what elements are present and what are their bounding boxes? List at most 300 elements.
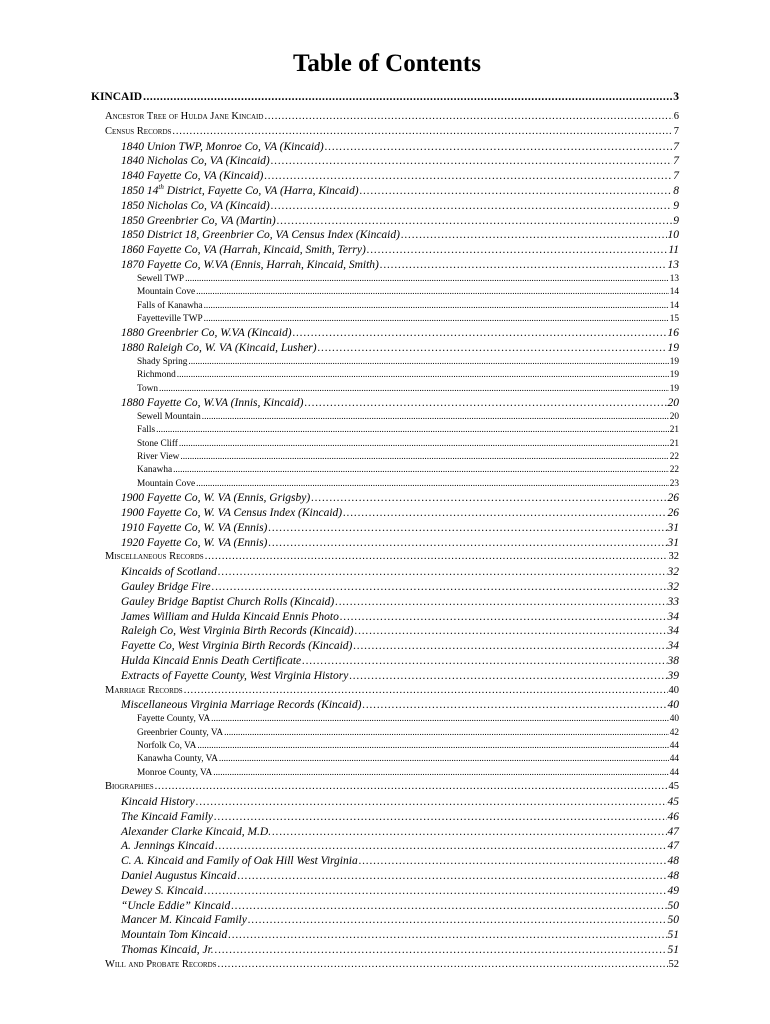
toc-entry-page-number: 26 <box>667 492 679 505</box>
dot-leader <box>248 913 667 928</box>
toc-entry[interactable] <box>91 780 679 795</box>
toc-entry-title <box>121 199 270 214</box>
toc-entry-text: “Uncle Eddie” Kincaid <box>121 899 231 912</box>
toc-entry-text: Daniel Augustus Kincaid <box>121 869 237 882</box>
dot-leader <box>218 565 667 580</box>
toc-entry[interactable] <box>91 684 679 699</box>
dot-leader <box>202 411 669 424</box>
toc-entry-text: River View <box>137 452 180 463</box>
toc-entry-page-number: 46 <box>667 810 679 823</box>
dot-leader <box>196 795 667 810</box>
toc-entry[interactable] <box>91 341 679 356</box>
toc-entry-page-number: 19 <box>669 356 679 367</box>
toc-entry[interactable] <box>91 424 679 437</box>
toc-entry-page-number: 50 <box>667 914 679 927</box>
dot-leader <box>271 154 673 169</box>
toc-entry-text: Fayette Co, West Virginia Birth Records (Kincaid) <box>121 640 353 653</box>
dot-leader <box>156 424 669 437</box>
toc-entry-text: C. A. Kincaid and Family of Oak Hill West Virginia <box>121 855 358 868</box>
toc-entry-page-number: 22 <box>669 465 679 476</box>
toc-entry-title <box>137 313 203 326</box>
dot-leader <box>196 478 669 491</box>
toc-entry[interactable] <box>91 825 679 840</box>
toc-entry-text: Stone Cliff <box>137 438 178 449</box>
toc-entry-text: Dewey S. Kincaid <box>121 884 204 897</box>
dot-leader <box>268 521 666 536</box>
dot-leader <box>271 199 673 214</box>
toc-entry-page-number: 8 <box>673 184 679 197</box>
toc-entry-text: Fayette County, VA <box>137 714 211 725</box>
dot-leader <box>143 84 672 110</box>
toc-entry-title <box>121 899 230 914</box>
toc-entry-title <box>137 727 223 740</box>
toc-entry-page-number: 14 <box>669 287 679 298</box>
dot-leader <box>179 438 669 451</box>
toc-entry[interactable] <box>91 199 679 214</box>
toc-entry-text: Richmond <box>137 370 176 381</box>
toc-entry-page-number: 40 <box>669 714 679 725</box>
dot-leader <box>188 356 668 369</box>
toc-entry-text: Kincaids of Scotland <box>121 566 217 579</box>
dot-leader <box>184 684 668 699</box>
dot-leader <box>214 810 667 825</box>
toc-entry-page-number: 19 <box>667 342 679 355</box>
dot-leader <box>359 854 667 869</box>
toc-entry[interactable] <box>91 313 679 326</box>
toc-entry-title <box>121 654 301 669</box>
toc-entry-text: Census Records <box>105 125 172 137</box>
toc-entry[interactable] <box>91 258 679 273</box>
toc-entry[interactable] <box>91 595 679 610</box>
toc-entry[interactable] <box>91 243 679 258</box>
toc-entry-text: The Kincaid Family <box>121 810 213 823</box>
toc-entry-title <box>137 369 176 382</box>
dot-leader <box>215 943 667 958</box>
dot-leader <box>204 300 669 313</box>
toc-entry-title <box>121 184 359 199</box>
toc-entry-title <box>105 684 183 699</box>
toc-entry[interactable] <box>91 451 679 464</box>
toc-entry-title <box>121 825 271 840</box>
dot-leader <box>367 243 668 258</box>
toc-entry[interactable] <box>91 713 679 726</box>
toc-entry-page-number: 20 <box>669 411 679 422</box>
toc-entry-title <box>121 854 358 869</box>
toc-entry-page-number: 34 <box>667 640 679 653</box>
toc-entry[interactable] <box>91 300 679 313</box>
toc-entry-text: 1850 Nicholas Co, VA (Kincaid) <box>121 199 270 212</box>
toc-entry[interactable] <box>91 84 679 110</box>
toc-entry-text: Gauley Bridge Fire <box>121 581 211 594</box>
toc-entry-title <box>121 506 342 521</box>
toc-entry-page-number: 7 <box>673 155 679 168</box>
dot-leader <box>353 639 666 654</box>
toc-entry-page-number: 44 <box>669 740 679 751</box>
toc-entry-title <box>105 958 217 973</box>
dot-leader <box>362 698 666 713</box>
toc-entry-text: Biographies <box>105 781 154 793</box>
dot-leader <box>325 140 673 155</box>
toc-entry-text: James William and Hulda Kincaid Ennis Photo <box>121 610 339 623</box>
toc-entry-page-number: 47 <box>667 840 679 853</box>
toc-entry-title <box>121 214 276 229</box>
toc-entry[interactable] <box>91 639 679 654</box>
toc-entry-text: Greenbrier County, VA <box>137 727 224 738</box>
toc-entry[interactable] <box>91 753 679 766</box>
toc-entry-title <box>121 491 310 506</box>
toc-entry[interactable] <box>91 438 679 451</box>
toc-entry[interactable] <box>91 580 679 595</box>
toc-entry-title <box>137 424 155 437</box>
toc-entry-title <box>121 839 214 854</box>
dot-leader <box>277 214 673 229</box>
toc-entry-text: 1900 Fayette Co, W. VA (Ennis, Grigsby) <box>121 492 311 505</box>
toc-entry-page-number: 51 <box>667 943 679 956</box>
toc-entry-page-number: 10 <box>667 229 679 242</box>
toc-entry-title <box>121 536 267 551</box>
dot-leader <box>173 464 669 477</box>
toc-entry-text: 1880 Fayette Co, W.VA (Innis, Kincaid) <box>121 397 304 410</box>
toc-entry-page-number: 15 <box>669 313 679 324</box>
toc-entry-text: Mountain Tom Kincaid <box>121 929 228 942</box>
toc-entry-title <box>105 550 204 565</box>
toc-entry-title <box>121 669 348 684</box>
dot-leader <box>268 536 666 551</box>
toc-entry[interactable] <box>91 491 679 506</box>
toc-entry-title <box>121 943 214 958</box>
dot-leader <box>224 727 669 740</box>
toc-entry-text: Kanawha County, VA <box>137 754 218 765</box>
toc-entry-text: Marriage Records <box>105 684 183 696</box>
toc-entry-text: Kanawha <box>137 465 173 476</box>
toc-entry-page-number: 48 <box>667 869 679 882</box>
toc-entry-page-number: 44 <box>669 754 679 765</box>
toc-entry-title <box>137 300 203 313</box>
dot-leader <box>401 228 667 243</box>
dot-leader <box>196 286 669 299</box>
dot-leader <box>204 884 666 899</box>
toc-entry-title <box>121 884 203 899</box>
toc-entry-text: Gauley Bridge Baptist Church Rolls (Kincaid) <box>121 595 335 608</box>
toc-entry[interactable] <box>91 184 679 199</box>
toc-entry-text: Norfolk Co, VA <box>137 740 197 751</box>
toc-entry-page-number: 31 <box>667 536 679 549</box>
toc-entry-title <box>121 326 292 341</box>
toc-entry-superscript: th <box>158 183 164 192</box>
dot-leader <box>272 825 666 840</box>
toc-entry[interactable] <box>91 110 679 125</box>
dot-leader <box>205 550 668 565</box>
toc-entry-title <box>121 243 366 258</box>
toc-entry-title <box>121 698 361 713</box>
toc-entry-text: Sewell Mountain <box>137 411 201 422</box>
toc-entry[interactable] <box>91 228 679 243</box>
toc-entry[interactable] <box>91 356 679 369</box>
toc-entry-title <box>137 464 172 477</box>
toc-entry-page-number: 32 <box>667 581 679 594</box>
dot-leader <box>213 767 668 780</box>
toc-entry[interactable] <box>91 536 679 551</box>
toc-entry-text: Mancer M. Kincaid Family <box>121 914 247 927</box>
dot-leader <box>159 383 669 396</box>
dot-leader <box>219 753 669 766</box>
toc-entry-title <box>105 125 171 140</box>
dot-leader <box>180 451 668 464</box>
toc-entry-page-number: 20 <box>667 397 679 410</box>
toc-entry-text: 1850 District 18, Greenbrier Co, VA Census Index (Kincaid) <box>121 229 400 242</box>
toc-entry[interactable] <box>91 550 679 565</box>
dot-leader <box>155 780 668 795</box>
toc-entry-text-rest: District, Fayette Co, VA (Harra, Kincaid) <box>163 184 359 197</box>
dot-leader <box>293 326 667 341</box>
toc-entry-text: KINCAID <box>91 91 143 103</box>
toc-entry-text: 1840 Nicholas Co, VA (Kincaid) <box>121 155 270 168</box>
toc-entry-title <box>121 795 195 810</box>
toc-entry-title <box>121 228 400 243</box>
toc-entry-page-number: 42 <box>669 727 679 738</box>
toc-entry[interactable] <box>91 654 679 669</box>
toc-entry-title <box>137 753 218 766</box>
toc-entry[interactable] <box>91 884 679 899</box>
toc-entry-title <box>105 110 263 125</box>
dot-leader <box>197 740 668 753</box>
toc-entry-title <box>137 478 195 491</box>
dot-leader <box>343 506 666 521</box>
toc-entry-title <box>121 341 317 356</box>
toc-entry-page-number: 26 <box>667 507 679 520</box>
toc-entry-page-number: 52 <box>668 958 679 970</box>
toc-entry[interactable] <box>91 839 679 854</box>
dot-leader <box>335 595 666 610</box>
toc-entry-text: 1900 Fayette Co, W. VA Census Index (Kincaid) <box>121 507 343 520</box>
toc-entry-text: Monroe County, VA <box>137 767 213 778</box>
toc-entry-page-number: 45 <box>667 795 679 808</box>
toc-entry[interactable] <box>91 140 679 155</box>
toc-entry[interactable] <box>91 727 679 740</box>
toc-entry[interactable] <box>91 913 679 928</box>
toc-entry-text: 1910 Fayette Co, W. VA (Ennis) <box>121 521 268 534</box>
toc-entry-page-number: 33 <box>667 595 679 608</box>
toc-entry-text: Hulda Kincaid Ennis Death Certificate <box>121 655 302 667</box>
toc-entry-title <box>137 451 179 464</box>
toc-entry-page-number: 44 <box>669 767 679 778</box>
toc-entry-text: Mountain Cove <box>137 478 196 489</box>
dot-leader <box>172 125 672 140</box>
toc-entry[interactable] <box>91 740 679 753</box>
toc-entry-title <box>121 595 334 610</box>
dot-leader <box>237 869 666 884</box>
toc-entry-title <box>121 154 270 169</box>
toc-entry-page-number: 32 <box>668 551 679 563</box>
toc-entry[interactable] <box>91 326 679 341</box>
toc-entry-page-number: 16 <box>667 327 679 340</box>
toc-entry-page-number: 9 <box>673 199 679 212</box>
toc-entry-page-number: 13 <box>669 273 679 284</box>
toc-entry-text: Miscellaneous Virginia Marriage Records (Kincaid) <box>121 699 362 712</box>
toc-entry-title <box>137 740 196 753</box>
toc-entry-page-number: 11 <box>668 244 679 257</box>
toc-entry-text: Town <box>137 383 159 394</box>
toc-entry-title <box>121 258 379 273</box>
toc-entry-text: Alexander Clarke Kincaid, M.D. <box>121 825 272 838</box>
toc-entry-page-number: 32 <box>667 566 679 579</box>
toc-entry-page-number: 7 <box>673 125 679 137</box>
toc-entry-title <box>121 140 324 155</box>
toc-entry-text: Sewell TWP <box>137 273 185 284</box>
toc-entry[interactable] <box>91 273 679 286</box>
toc-entry[interactable] <box>91 521 679 536</box>
dot-leader <box>311 491 666 506</box>
toc-entry[interactable] <box>91 767 679 780</box>
toc-entry-page-number: 48 <box>667 855 679 868</box>
toc-entry-title <box>137 438 178 451</box>
toc-entry-page-number: 6 <box>673 111 679 122</box>
toc-entry-page-number: 51 <box>667 929 679 942</box>
toc-entry-page-number: 23 <box>669 478 679 489</box>
toc-entry-page-number: 40 <box>667 699 679 712</box>
toc-entry-page-number: 7 <box>673 140 679 153</box>
toc-entry-text: 1850 Greenbrier Co, VA (Martin) <box>121 214 276 227</box>
toc-entry-title <box>121 580 211 595</box>
toc-entry-title <box>137 273 184 286</box>
toc-entry[interactable] <box>91 369 679 382</box>
dot-leader <box>304 396 666 411</box>
toc-entry-title <box>91 84 142 110</box>
toc-entry-page-number: 3 <box>673 91 679 103</box>
toc-entry[interactable] <box>91 624 679 639</box>
toc-entry-title <box>137 356 187 369</box>
toc-entry[interactable] <box>91 958 679 973</box>
toc-entry-page-number: 50 <box>667 899 679 912</box>
toc-entry[interactable] <box>91 810 679 825</box>
dot-leader <box>231 899 666 914</box>
toc-entry-text: Falls of Kanawha <box>137 300 203 311</box>
toc-entry[interactable] <box>91 286 679 299</box>
toc-entry-title <box>105 780 154 795</box>
toc-entry-title <box>137 383 158 396</box>
toc-entry-title <box>137 713 210 726</box>
toc-entry[interactable] <box>91 464 679 477</box>
toc-entry-text: Fayetteville TWP <box>137 313 203 324</box>
toc-entry-title <box>121 913 247 928</box>
toc-entry-text: Will and Probate Records <box>105 958 217 970</box>
toc-entry-text: Thomas Kincaid, Jr. <box>121 943 214 956</box>
toc-entry-page-number: 22 <box>669 452 679 463</box>
toc-entry[interactable] <box>91 610 679 625</box>
toc-entry-title <box>121 869 236 884</box>
toc-entry-title <box>137 411 201 424</box>
toc-entry-text: Shady Spring <box>137 356 188 367</box>
toc-entry[interactable] <box>91 506 679 521</box>
toc-entry-text: A. Jennings Kincaid <box>121 840 214 853</box>
toc-entry[interactable] <box>91 943 679 958</box>
toc-entry-page-number: 47 <box>667 825 679 838</box>
toc-entry[interactable] <box>91 899 679 914</box>
toc-entry-text: 1880 Raleigh Co, W. VA (Kincaid, Lusher) <box>121 342 317 355</box>
toc-entry-title <box>121 610 339 625</box>
toc-entry-page-number: 7 <box>673 170 679 183</box>
toc-entry[interactable] <box>91 411 679 424</box>
toc-entry[interactable] <box>91 169 679 184</box>
dot-leader <box>211 713 669 726</box>
toc-entry-page-number: 19 <box>669 383 679 394</box>
toc-entry-title <box>121 521 267 536</box>
toc-entry-title <box>121 565 217 580</box>
dot-leader <box>228 928 666 943</box>
dot-leader <box>340 610 667 625</box>
toc-entry[interactable] <box>91 478 679 491</box>
dot-leader <box>264 110 672 125</box>
dot-leader <box>177 369 669 382</box>
toc-entry-page-number: 21 <box>669 438 679 449</box>
toc-entry[interactable] <box>91 565 679 580</box>
toc-entry-page-number: 19 <box>669 370 679 381</box>
toc-entry[interactable] <box>91 928 679 943</box>
toc-entry[interactable] <box>91 214 679 229</box>
dot-leader <box>185 273 669 286</box>
dot-leader <box>204 313 669 326</box>
dot-leader <box>360 184 673 199</box>
toc-entry-page-number: 21 <box>669 425 679 436</box>
page-title: Table of Contents <box>293 50 481 77</box>
toc-entry-text: 1880 Greenbrier Co, W.VA (Kincaid) <box>121 327 292 340</box>
toc-entry[interactable] <box>91 854 679 869</box>
toc-entry-text: Raleigh Co, West Virginia Birth Records (Kincaid) <box>121 625 354 638</box>
dot-leader <box>302 654 666 669</box>
toc-entry-text: Kincaid History <box>121 795 195 808</box>
toc-entry[interactable] <box>91 698 679 713</box>
toc-entry[interactable] <box>91 396 679 411</box>
toc-entry-title <box>121 810 213 825</box>
toc-entry-title <box>121 169 263 184</box>
toc-entry[interactable] <box>91 869 679 884</box>
toc-entry-page-number: 45 <box>668 781 679 793</box>
toc-entry-title <box>137 286 195 299</box>
toc-entry[interactable] <box>91 154 679 169</box>
table-of-contents <box>91 84 679 973</box>
dot-leader <box>215 839 667 854</box>
dot-leader <box>218 958 668 973</box>
toc-entry-page-number: 49 <box>667 884 679 897</box>
toc-entry[interactable] <box>91 383 679 396</box>
toc-entry-title <box>121 624 354 639</box>
dot-leader <box>355 624 667 639</box>
toc-entry-text: Mountain Cove <box>137 287 196 298</box>
dot-leader <box>349 669 666 684</box>
toc-entry-title <box>121 396 303 411</box>
dot-leader <box>318 341 667 356</box>
toc-entry-title <box>121 639 352 654</box>
toc-entry-text: 1850 14 <box>121 184 159 197</box>
toc-entry-text: Ancestor Tree of Hulda Jane Kincaid <box>105 111 264 122</box>
toc-entry-text: Falls <box>137 425 156 436</box>
toc-entry-text: 1920 Fayette Co, W. VA (Ennis) <box>121 536 268 549</box>
toc-entry-page-number: 40 <box>668 684 679 696</box>
toc-entry-title <box>121 928 227 943</box>
toc-entry[interactable] <box>91 125 679 140</box>
toc-entry-page-number: 39 <box>667 669 679 682</box>
toc-entry-page-number: 34 <box>667 625 679 638</box>
toc-entry-text: 1860 Fayette Co, VA (Harrah, Kincaid, Smith, Terry) <box>121 244 366 257</box>
toc-entry-text: 1840 Union TWP, Monroe Co, VA (Kincaid) <box>121 140 324 153</box>
toc-entry[interactable] <box>91 669 679 684</box>
toc-entry-text: 1840 Fayette Co, VA (Kincaid) <box>121 170 264 183</box>
toc-entry[interactable] <box>91 795 679 810</box>
toc-entry-text: 1870 Fayette Co, W.VA (Ennis, Harrah, Kincaid, Smith) <box>121 258 379 271</box>
toc-entry-page-number: 9 <box>673 214 679 227</box>
dot-leader <box>380 258 667 273</box>
toc-entry-page-number: 13 <box>667 258 679 271</box>
